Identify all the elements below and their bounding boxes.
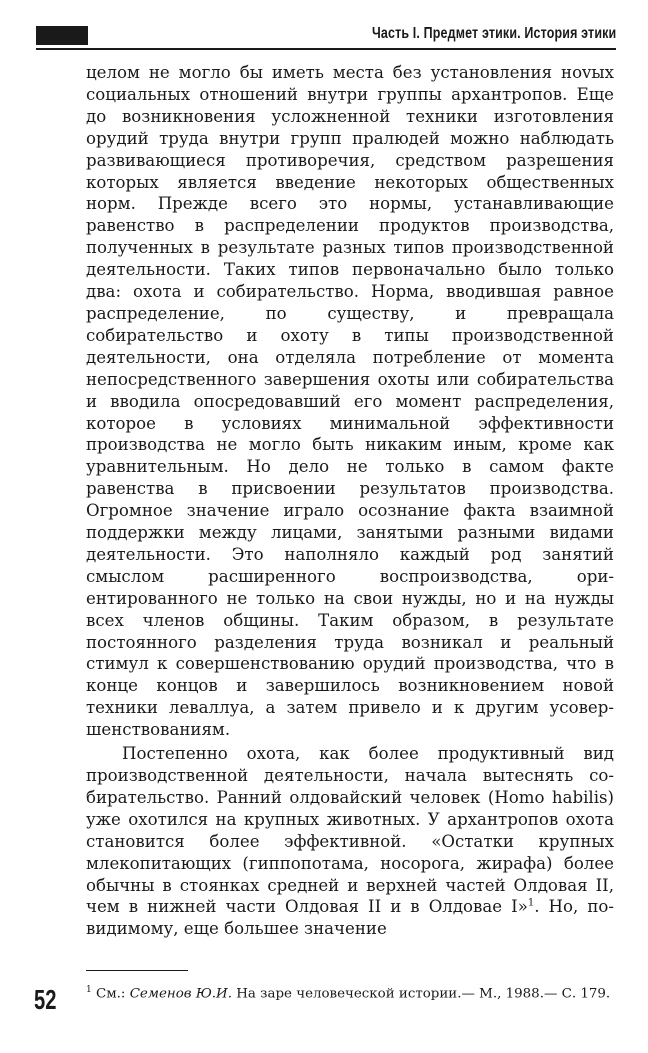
footnote: [86, 980, 614, 1004]
paragraph-2-tail: . Но, по-видимому, еще большее значение: [86, 897, 614, 939]
running-header: [36, 22, 616, 50]
body-text: [86, 62, 614, 940]
header-black-bar: [36, 26, 88, 45]
footnote-rest: На заре человеческой истории.— М., 1988.— С. 179.: [232, 986, 611, 1002]
footnote-prefix: См.:: [91, 986, 130, 1002]
footnote-number: 1: [86, 985, 92, 995]
footnote-reference: 1: [527, 897, 535, 909]
header-title: Часть I. Предмет этики. История этики: [371, 25, 616, 42]
paragraph-1: целом не могло бы иметь места без установления ноvых социальных отношений внутри группы архантропов. Еще до возникновения усложненной техники изготовления орудий труда внутри групп пралюдей можно наблюдать развивающиеся противоречия, средством разрешения которых является введение некоторых общественных норм. Прежде всего это нормы, устанавливающие равенство в распределении продуктов производства, полученных в результате разных типов производственной деятельности. Таких типов первоначально было только два: охота и собирательство. Норма, вводившая равное распределение, по существу, и превращала собирательство и охоту в типы производственной деятельности, она отделяла потребление от момента непосредственного завершения охоты или собирательства и вводила опосредовавший его момент распределения, которое в условиях минимальной эффективности производства не могло быть никаким иным, кроме как уравнительным. Но дело не только в самом факте равенства в присвоении результатов производства. Огромное значение играло осознание факта взаимной поддержки между лицами, занятыми разными видами деятельности. Это наполняло каждый род занятий смыслом расширенного воспроизводства, ориентированного не только на свои нужды, но и на нужды всех членов общины. Таким образом, в результате постоянного разделения труда возникал и реальный стимул к совершенствованию орудий производства, что в конце концов и завершилось возникновением новой техники леваллуа, а затем привело и к другим усовершенствованиям.: [86, 63, 614, 740]
footnote-divider: [86, 970, 188, 971]
paragraph-2-text: Постепенно охота, как более продуктивный вид производственной деятельности, начала вытеснять собирательство. Ранний олдовайский человек (Homo habilis) уже охотился на крупных животных. У архантропов охота становится более эффективной. «Остатки крупных млекопитающих (гиппопотама, носорога, жирафа) более обычны в стоянках средней и верхней частей Олдовая II, чем в нижней части Олдовая II и в Олдовае I»: [86, 744, 614, 917]
paragraph-2: [86, 743, 614, 940]
footnote-author: Семенов Ю.И.: [129, 986, 232, 1002]
page-number: 52: [34, 984, 57, 1015]
